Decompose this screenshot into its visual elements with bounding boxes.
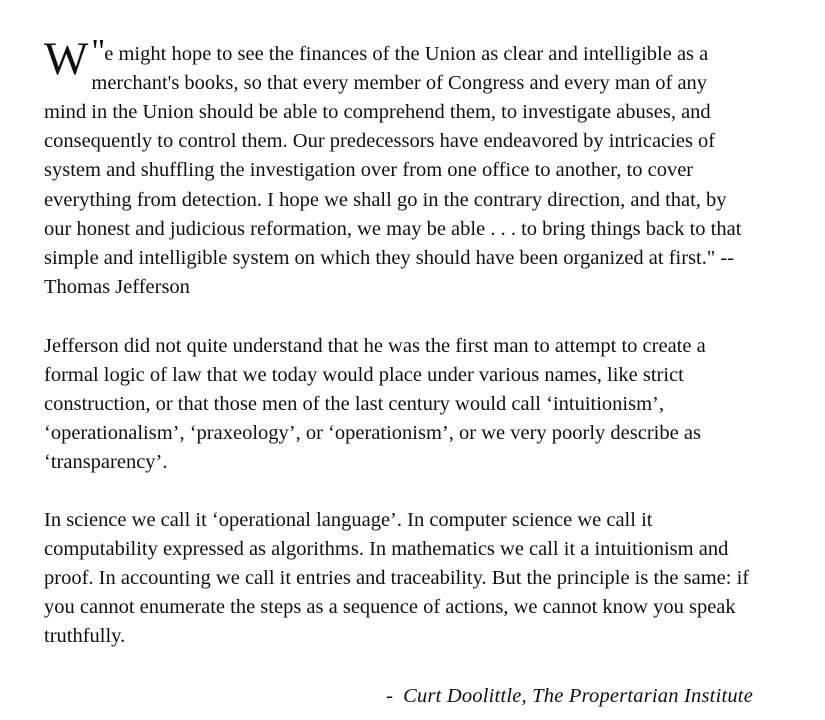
- drop-cap: W: [44, 33, 89, 85]
- attribution-dash: -: [386, 685, 394, 708]
- attribution-name: Curt Doolittle, The Propertarian Institute: [403, 685, 753, 708]
- jefferson-quote-block: [44, 33, 753, 302]
- paragraph-2: In science we call it ‘operational language’. In computer science we call it computability expressed as algorithms. In mathematics we call it a intuitionism and proof. In accounting we call it entries and traceability. But the principle is the same: if you cannot enumerate the steps as a sequence of actions, we cannot know you speak truthfully.: [44, 508, 750, 647]
- quote-text: e might hope to see the finances of the Union as clear and intelligible as a merchant's books, so that every member of Congress and every man of any mind in the Union should be able to comprehend them, to investigate abuses, and consequently to control them. Our predecessors have endeavored by intricacies of system and shuffling the investigation over from one office to another, to cover everything from detection. I hope we shall go in the contrary direction, and that, by our honest and judicious reformation, we may be able . . . to bring things back to that simple and intelligible system on which they should have been organized at first." -- Thomas Jefferson: [44, 43, 742, 298]
- open-quote-mark: ": [91, 33, 105, 70]
- paragraph-1: Jefferson did not quite understand that he was the first man to attempt to create a formal logic of law that we today would place under various names, like strict construction, or that those men of the last century would call ‘intuitionism’, ‘operationalism’, ‘praxeology’, or ‘operationism’, or we very poorly describe as ‘transparency’.: [44, 334, 706, 474]
- attribution: [44, 685, 753, 708]
